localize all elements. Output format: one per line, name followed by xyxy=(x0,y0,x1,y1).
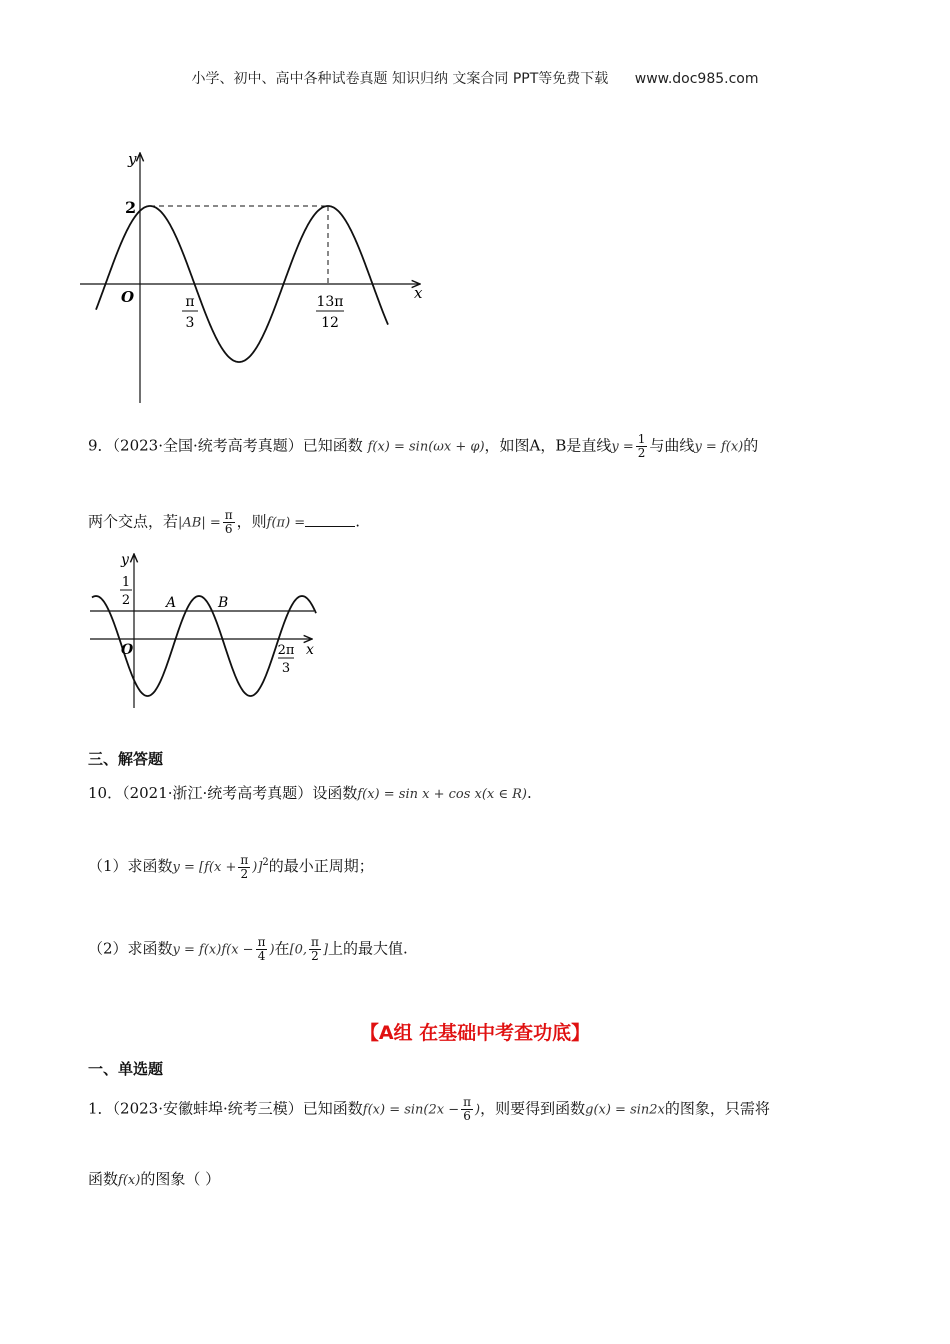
question-9-line-2-text-1: 两个交点，若 xyxy=(88,512,179,531)
graph-1-y-max-label: 2 xyxy=(125,198,137,217)
graph-2-point-a: A xyxy=(166,595,177,611)
question-10-part-1-num: π xyxy=(240,852,249,867)
question-10-part-2-formula-a: y = f(x)f(x − xyxy=(172,942,254,958)
question-10-part-2 xyxy=(88,936,408,963)
question-10-end: . xyxy=(527,784,532,802)
question-10-formula-1: f(x) = sin x + cos x(x ∈ R) xyxy=(357,787,527,802)
question-10-part-2-text-1: 在 xyxy=(274,939,290,958)
question-9-text-4: 的 xyxy=(743,436,759,455)
question-10-part-1-label: （1）求函数 xyxy=(88,857,173,875)
question-1-text-3: 的图象，只需将 xyxy=(664,1099,770,1118)
question-9-source: （2023·全国·统考高考真题） xyxy=(112,436,303,455)
question-10-part-1-text: 的最小正周期； xyxy=(268,857,374,875)
question-1-text-1: 已知函数 xyxy=(302,1099,363,1118)
graph-1-x-label-1-den: 3 xyxy=(185,315,195,331)
question-9-line-2-formula-1: |AB| = xyxy=(178,515,221,531)
question-9-line-2-num: π xyxy=(224,508,233,522)
graph-2-x-label: x xyxy=(306,642,314,658)
question-1-text-2: ，则要得到函数 xyxy=(480,1099,586,1118)
graph-2-half-num: 1 xyxy=(121,575,131,590)
question-1-formula-1-b: ) xyxy=(475,1102,481,1118)
graph-1 xyxy=(80,145,440,410)
question-10-stem xyxy=(88,782,532,806)
page-header xyxy=(0,68,950,88)
question-1-line-2-text-2: 的图象（ ） xyxy=(140,1170,221,1188)
question-9-formula-2-lhs: y = xyxy=(611,439,634,455)
question-10-number: 10． xyxy=(88,784,123,802)
question-10-part-2-formula-b: ) xyxy=(269,942,275,958)
question-1-line-1 xyxy=(88,1096,770,1123)
question-1-formula-1-a: f(x) = sin(2x − xyxy=(362,1102,460,1118)
question-9-line-2-text-2: ，则 xyxy=(236,512,267,531)
question-10-part-2-interval-b: ] xyxy=(322,942,329,958)
question-10-part-2-interval-den: 2 xyxy=(311,949,319,963)
question-9-line-2 xyxy=(88,509,360,536)
graph-1-x-label: x xyxy=(414,284,423,302)
graph-1-x-label-2-num: 13π xyxy=(316,294,344,310)
question-9-number: 9． xyxy=(88,436,113,455)
graph-1-x-label-2-den: 12 xyxy=(321,315,339,331)
question-10-source: （2021·浙江·统考高考真题） xyxy=(122,784,313,802)
question-10-part-2-interval-num: π xyxy=(311,935,319,949)
question-10-part-1-den: 2 xyxy=(240,866,249,881)
question-10-part-1-formula-a: y = [f(x + xyxy=(172,860,237,875)
graph-2-x-label-num: 2π xyxy=(277,643,295,658)
question-9-text-2: ，如图A，B是直线 xyxy=(484,436,612,455)
graph-2 xyxy=(84,548,324,713)
graph-2-point-b: B xyxy=(218,595,229,611)
question-9-answer-blank[interactable] xyxy=(305,512,355,527)
question-10-part-1-formula-b: )] xyxy=(252,860,263,875)
question-1-formula-1-num: π xyxy=(463,1095,472,1109)
section-3-title: 三、解答题 xyxy=(88,750,164,768)
question-10-part-2-den: 4 xyxy=(257,949,266,963)
question-9-text-1: 已知函数 xyxy=(302,436,363,455)
question-10-part-1 xyxy=(88,852,374,881)
question-10-part-2-label: （2）求函数 xyxy=(88,939,173,958)
question-9-formula-2-den: 2 xyxy=(637,446,646,460)
question-9-formula-2-num: 1 xyxy=(637,432,646,446)
question-9-formula-1: f(x) = sin(ωx + φ) xyxy=(367,439,485,455)
question-10-part-2-num: π xyxy=(257,935,266,949)
graph-1-y-label: y xyxy=(128,150,137,168)
question-10-text-1: 设函数 xyxy=(312,784,358,802)
question-9-line-1 xyxy=(88,433,758,460)
question-9-text-3: 与曲线 xyxy=(649,436,695,455)
question-9-line-2-end: . xyxy=(355,512,360,531)
question-1-line-2 xyxy=(88,1168,220,1192)
question-1-number: 1． xyxy=(88,1099,113,1118)
question-10-part-2-text-2: 上的最大值. xyxy=(328,939,408,958)
question-10-part-1-exponent: 2 xyxy=(262,857,269,868)
question-9-formula-3: y = f(x) xyxy=(694,439,744,455)
question-9-line-2-den: 6 xyxy=(224,522,233,536)
header-text: 小学、初中、高中各种试卷真题 知识归纳 文案合同 PPT等免费下载 xyxy=(191,71,609,87)
graph-1-x-label-1-num: π xyxy=(185,294,195,310)
question-1-formula-2: g(x) = sin2x xyxy=(585,1102,665,1118)
question-9-line-2-formula-2: f(π) = xyxy=(266,515,306,531)
question-1-line-2-formula: f(x) xyxy=(118,1173,141,1188)
question-10-part-2-interval-a: [0, xyxy=(289,942,308,958)
section-1-title: 一、单选题 xyxy=(88,1060,164,1078)
graph-2-half-den: 2 xyxy=(121,593,131,608)
question-1-formula-1-den: 6 xyxy=(463,1109,471,1123)
graph-1-origin: O xyxy=(121,288,135,306)
graph-2-y-label: y xyxy=(121,552,129,568)
graph-2-x-label-den: 3 xyxy=(281,661,291,676)
graph-2-origin: O xyxy=(121,642,134,658)
group-a-title: 【A组 在基础中考查功底】 xyxy=(359,1022,591,1044)
question-1-source: （2023·安徽蚌埠·统考三模） xyxy=(112,1099,303,1118)
question-1-line-2-text-1: 函数 xyxy=(88,1170,119,1188)
header-url[interactable]: www.doc985.com xyxy=(634,71,759,87)
